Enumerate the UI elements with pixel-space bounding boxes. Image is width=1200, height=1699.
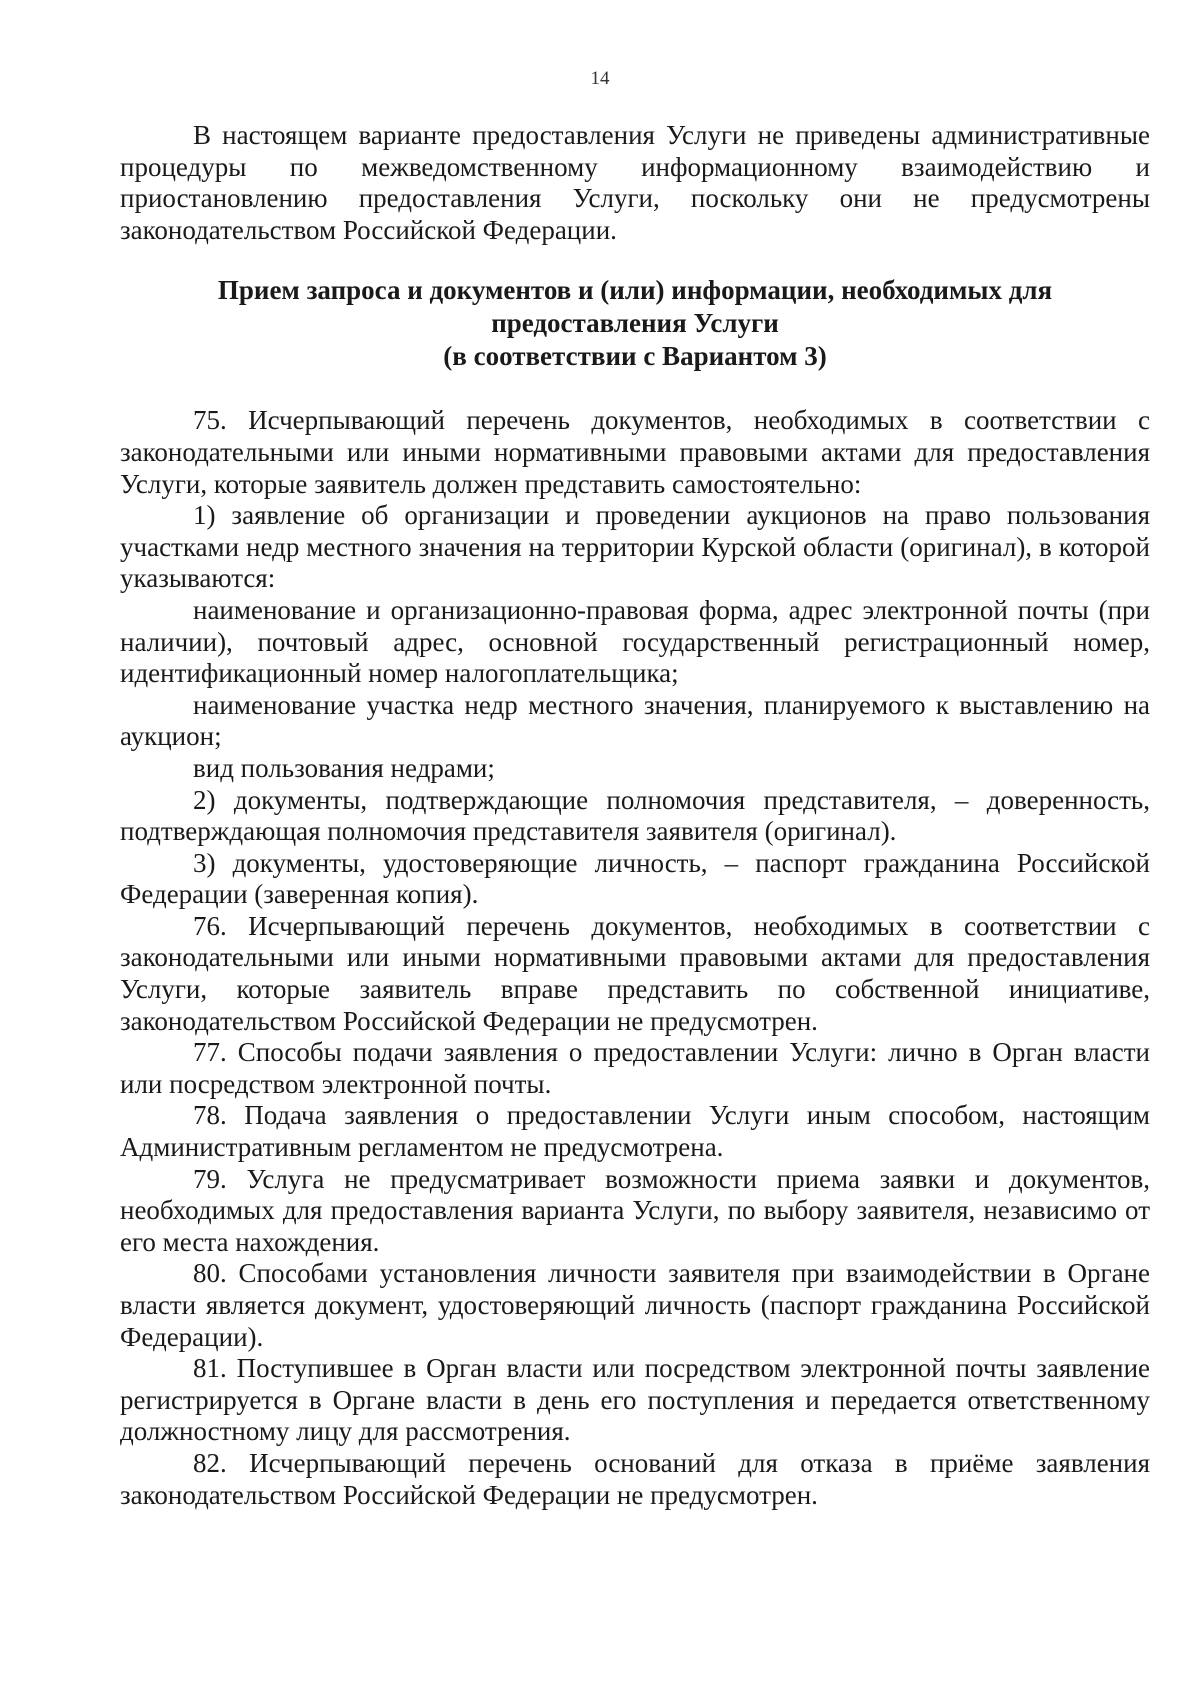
list-item-1: 1) заявление об организации и проведении аукционов на право пользования участками недр местного значения на территории Курской области (оригинал), в которой указываются: xyxy=(120,500,1150,594)
list-item-3: 3) документы, удостоверяющие личность, – паспорт гражданина Российской Федерации (заверенная копия). xyxy=(120,847,1150,910)
document-body xyxy=(120,120,1150,1511)
list-subitem-plot-name: наименование участка недр местного значения, планируемого к выставлению на аукцион; xyxy=(120,689,1150,752)
paragraph-81: 81. Поступившее в Орган власти или посредством электронной почты заявление регистрируется в Органе власти в день его поступления и передается ответственному должностному лицу для рассмотрения. xyxy=(120,1353,1150,1447)
section-heading-line-3: (в соответствии с Вариантом 3) xyxy=(443,341,827,372)
page-number: 14 xyxy=(590,68,610,89)
list-item-2: 2) документы, подтверждающие полномочия представителя, – доверенность, подтверждающая полномочия представителя заявителя (оригинал). xyxy=(120,784,1150,847)
intro-paragraph: В настоящем варианте предоставления Услуги не приведены административные процедуры по межведомственному информационному взаимодействию и приостановлению предоставления Услуги, поскольку они не предусмотрены законодательством Российской Федерации. xyxy=(120,120,1150,245)
paragraph-82: 82. Исчерпывающий перечень оснований для отказа в приёме заявления законодательством Российской Федерации не предусмотрен. xyxy=(120,1447,1150,1510)
paragraph-76: 76. Исчерпывающий перечень документов, необходимых в соответствии с законодательными или иными нормативными правовыми актами для предоставления Услуги, которые заявитель вправе представить по собственной инициативе, законодательством Российской Федерации не предусмотрен. xyxy=(120,910,1150,1036)
paragraph-80: 80. Способами установления личности заявителя при взаимодействии в Органе власти является документ, удостоверяющий личность (паспорт гражданина Российской Федерации). xyxy=(120,1258,1150,1352)
list-subitem-use-type: вид пользования недрами; xyxy=(193,752,495,783)
paragraph-75: 75. Исчерпывающий перечень документов, необходимых в соответствии с законодательными или иными нормативными правовыми актами для предоставления Услуги, которые заявитель должен представить самостоятельно: xyxy=(120,405,1150,499)
section-heading xyxy=(120,274,1150,373)
list-subitem-name-form: наименование и организационно-правовая форма, адрес электронной почты (при наличии), почтовый адрес, основной государственный регистрационный номер, идентификационный номер налогоплательщика; xyxy=(120,594,1150,689)
paragraph-79: 79. Услуга не предусматривает возможности приема заявки и документов, необходимых для предоставления варианта Услуги, по выбору заявителя, независимо от его места нахождения. xyxy=(120,1163,1150,1257)
section-heading-line-2: предоставления Услуги xyxy=(491,308,779,339)
section-heading-line-1: Прием запроса и документов и (или) информации, необходимых для xyxy=(217,275,1053,306)
paragraph-78: 78. Подача заявления о предоставлении Услуги иным способом, настоящим Административным регламентом не предусмотрена. xyxy=(120,1100,1150,1163)
paragraph-77: 77. Способы подачи заявления о предоставлении Услуги: лично в Орган власти или посредством электронной почты. xyxy=(120,1037,1150,1099)
